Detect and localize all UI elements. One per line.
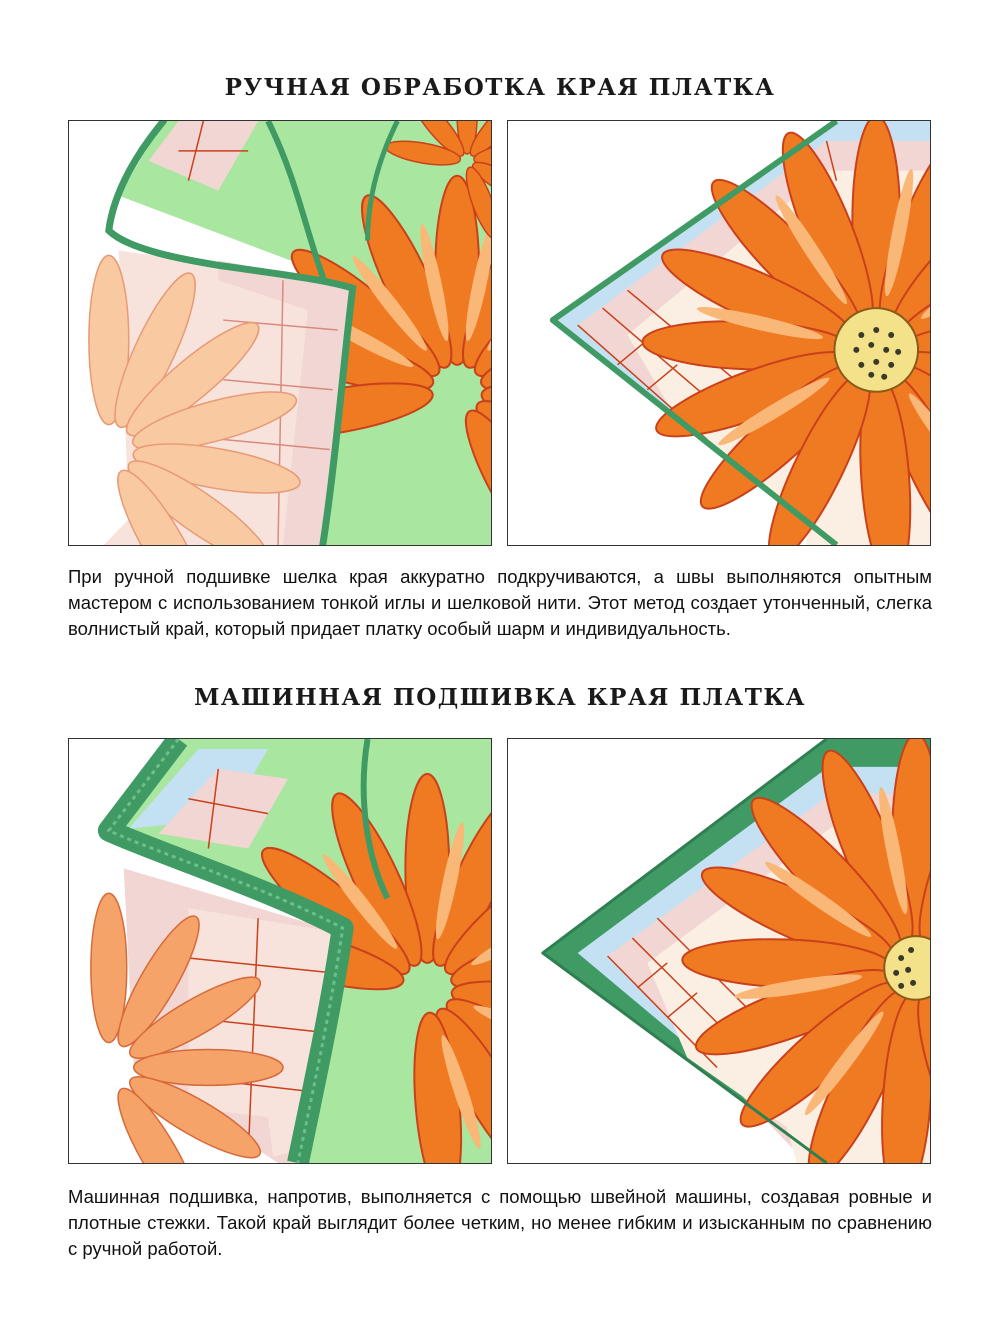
photo-machine-hem-flat-corner <box>507 738 931 1164</box>
section-title-hand-hem: РУЧНАЯ ОБРАБОТКА КРАЯ ПЛАТКА <box>224 74 776 101</box>
photo-hand-hem-flat-corner <box>507 120 931 546</box>
photo-machine-hem-folded-corner <box>68 738 492 1164</box>
paragraph-machine-hem: Машинная подшивка, напротив, выполняется с помощью швейной машины, создавая ровные и плотные стежки. Такой край выглядит более четким, но менее гибким и изысканным по сравнению с ручной работой. <box>68 1186 932 1259</box>
photo-hand-hem-folded-corner <box>68 120 492 546</box>
section-title-machine-hem: МАШИННАЯ ПОДШИВКА КРАЯ ПЛАТКА <box>193 684 807 711</box>
paragraph-hand-hem: При ручной подшивке шелка края аккуратно подкручиваются, а швы выполняются опытным мастером с использованием тонкой иглы и шелковой нити. Этот метод создает утонченный, слегка волнистый край, который придает платку особый шарм и индивидуальность. <box>68 566 932 639</box>
